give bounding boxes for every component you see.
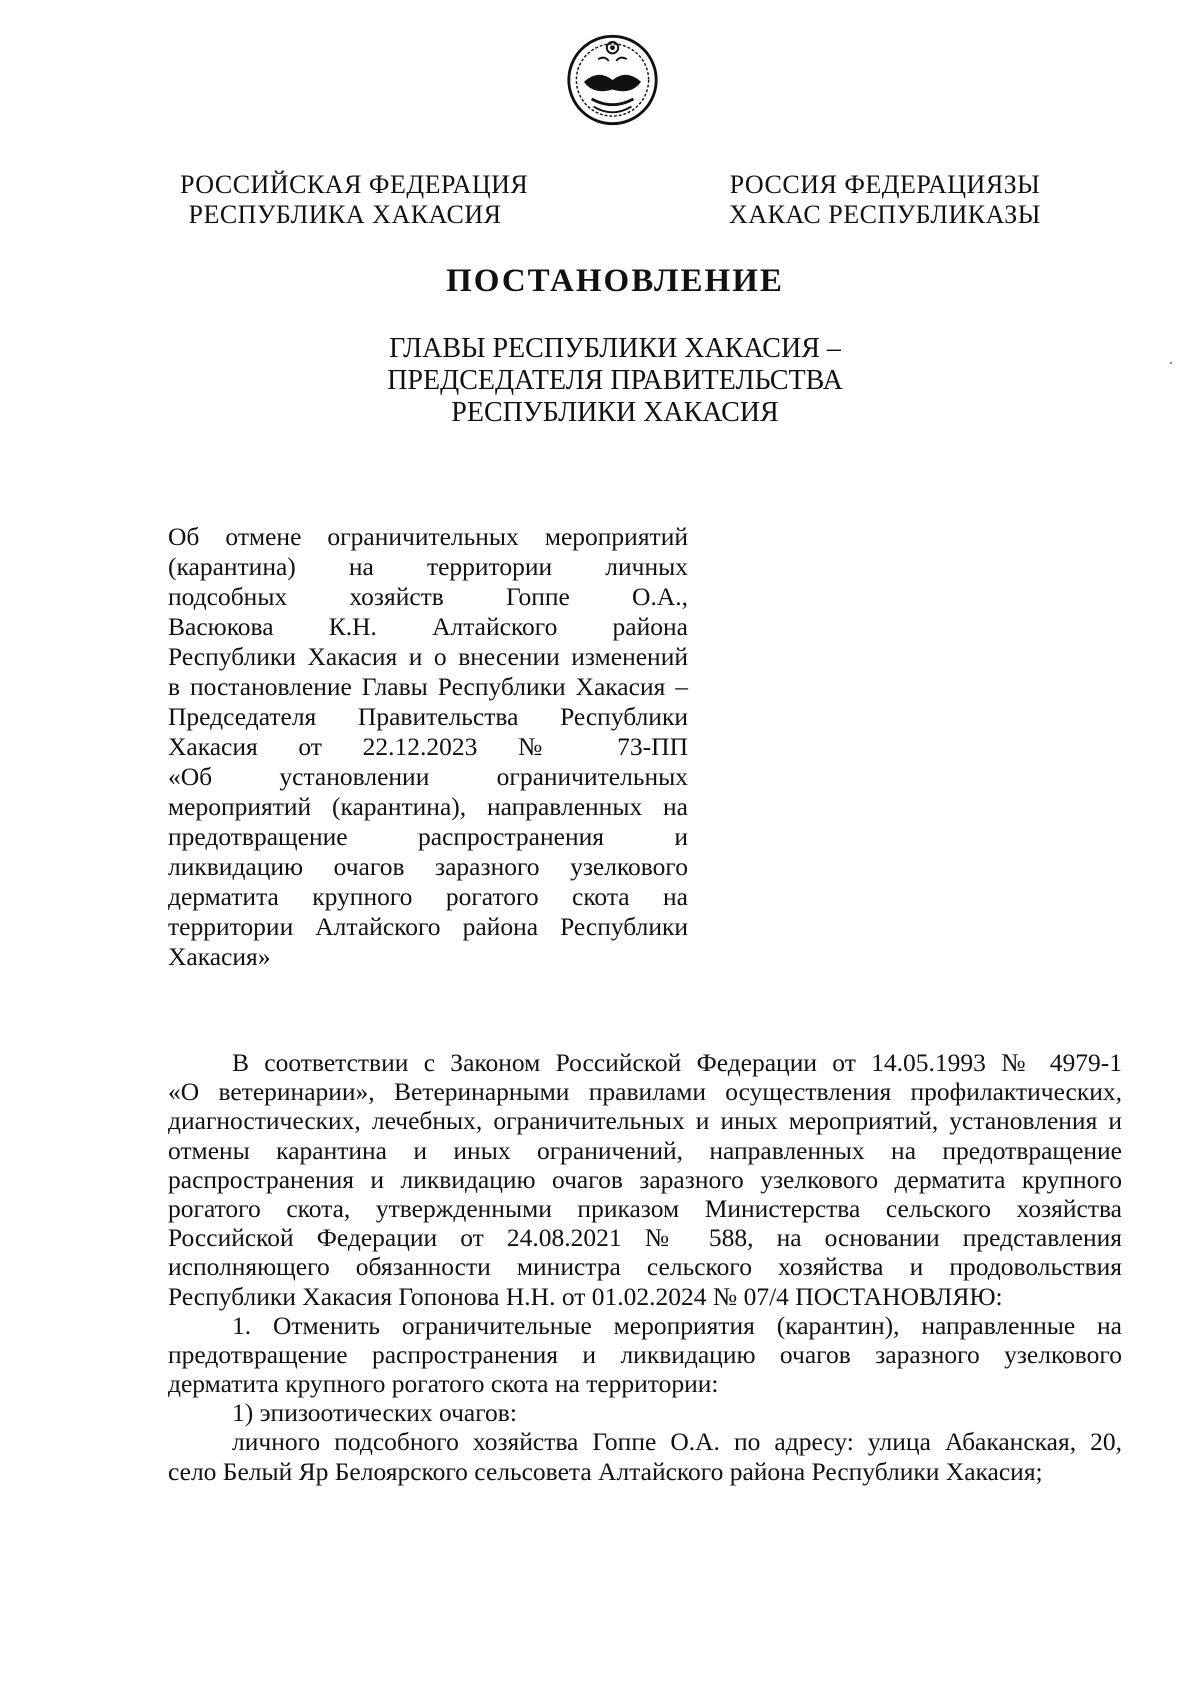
authority-line: ГЛАВЫ РЕСПУБЛИКИ ХАКАСИЯ – bbox=[389, 333, 841, 364]
header-left-block bbox=[180, 170, 529, 230]
subject-line: Васюкова К.Н. Алтайского района bbox=[168, 612, 688, 641]
body-line: «О ветеринарии», Ветеринарными правилами осуществления профилактических, bbox=[168, 1077, 1122, 1107]
header-left-line: РОССИЙСКАЯ ФЕДЕРАЦИЯ bbox=[180, 170, 529, 199]
subject-line: Об отмене ограничительных мероприятий bbox=[168, 522, 688, 551]
subject-line: Хакасия» bbox=[168, 942, 271, 971]
body-line: личного подсобного хозяйства Гоппе О.А. по адресу: улица Абаканская, 20, bbox=[232, 1427, 1122, 1457]
body-line: распространения и ликвидацию очагов заразного узелкового дерматита крупного bbox=[168, 1164, 1122, 1194]
subject-line: ликвидацию очагов заразного узелкового bbox=[168, 852, 688, 881]
subject-line: в постановление Главы Республики Хакасия – bbox=[168, 672, 688, 701]
body-line: предотвращение распространения и ликвидацию очагов заразного узелкового bbox=[168, 1339, 1122, 1369]
document-body bbox=[168, 1048, 1122, 1486]
subject-line: Хакасия от 22.12.2023 № 73-ПП bbox=[168, 732, 688, 761]
header-right-line: РОССИЯ ФЕДЕРАЦИЯЗЫ bbox=[729, 170, 1041, 199]
body-line: дерматита крупного рогатого скота на территории: bbox=[168, 1369, 719, 1399]
body-line: диагностических, лечебных, ограничительных и иных мероприятий, установления и bbox=[168, 1106, 1122, 1136]
document-subject bbox=[168, 522, 688, 972]
issuing-authority bbox=[0, 333, 1200, 429]
header-left-line: РЕСПУБЛИКА ХАКАСИЯ bbox=[188, 200, 502, 229]
subject-line: (карантина) на территории личных bbox=[168, 552, 688, 581]
body-line: село Белый Яр Белоярского сельсовета Алтайского района Республики Хакасия; bbox=[168, 1456, 1043, 1486]
subject-line: подсобных хозяйств Гоппе О.А., bbox=[168, 582, 688, 611]
subject-line: дерматита крупного рогатого скота на bbox=[168, 882, 688, 911]
subject-line: Республики Хакасия и о внесении изменений bbox=[168, 642, 688, 671]
body-line: 1. Отменить ограничительные мероприятия (карантин), направленные на bbox=[232, 1310, 1122, 1340]
body-line: Республики Хакасия Гопонова Н.Н. от 01.02.2024 № 07/4 ПОСТАНОВЛЯЮ: bbox=[168, 1281, 1003, 1311]
subject-line: территории Алтайского района Республики bbox=[168, 912, 688, 941]
document-type-title: ПОСТАНОВЛЕНИЕ bbox=[446, 263, 784, 299]
khakassia-coat-of-arms-icon bbox=[565, 30, 660, 130]
subject-line: Председателя Правительства Республики bbox=[168, 702, 688, 731]
header-right-line: ХАКАС РЕСПУБЛИКАЗЫ bbox=[729, 200, 1041, 229]
subject-line: мероприятий (карантина), направленных на bbox=[168, 792, 688, 821]
authority-line: ПРЕДСЕДАТЕЛЯ ПРАВИТЕЛЬСТВА bbox=[387, 365, 843, 396]
scan-speck bbox=[1170, 362, 1172, 364]
authority-line: РЕСПУБЛИКИ ХАКАСИЯ bbox=[451, 397, 779, 428]
subject-line: предотвращение распространения и bbox=[168, 822, 688, 851]
body-line: отмены карантина и иных ограничений, направленных на предотвращение bbox=[168, 1135, 1122, 1165]
body-line: В соответствии с Законом Российской Федерации от 14.05.1993 № 4979-1 bbox=[232, 1048, 1122, 1077]
body-line: 1) эпизоотических очагов: bbox=[232, 1398, 517, 1428]
body-line: рогатого скота, утвержденными приказом Министерства сельского хозяйства bbox=[168, 1193, 1122, 1223]
subject-line: «Об установлении ограничительных bbox=[168, 762, 688, 791]
header-right-block bbox=[720, 170, 1050, 230]
body-line: Российской Федерации от 24.08.2021 № 588, на основании представления bbox=[168, 1223, 1122, 1253]
body-line: исполняющего обязанности министра сельского хозяйства и продовольствия bbox=[168, 1252, 1122, 1282]
